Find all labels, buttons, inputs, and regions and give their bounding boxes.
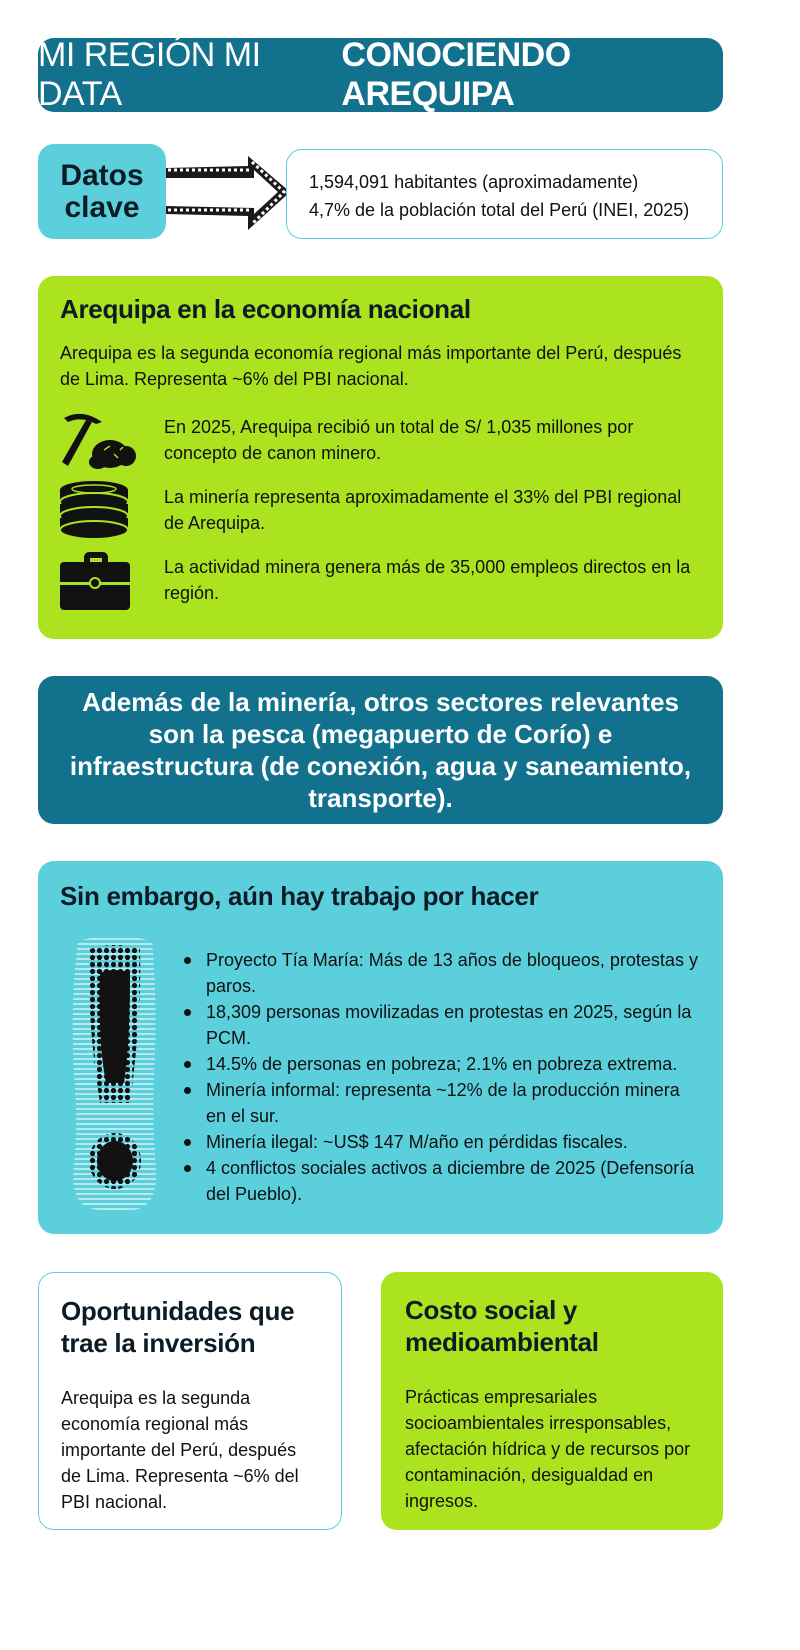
title-light: MI REGIÓN MI DATA <box>38 36 261 113</box>
list-item: 14.5% de personas en pobreza; 2.1% en pobreza extrema. <box>184 1051 704 1077</box>
economy-section <box>38 276 723 639</box>
title-bold: CONOCIENDO AREQUIPA <box>341 36 571 113</box>
key-data-label <box>38 144 166 239</box>
opportunities-text: Arequipa es la segunda economía regional más importante del Perú, después de Lima. Representa ~6% del PBI nacional. <box>61 1388 299 1512</box>
page-title <box>38 38 723 112</box>
list-item: 4 conflictos sociales activos a diciembre de 2025 (Defensoría del Pueblo). <box>184 1155 704 1207</box>
social-cost-text: Prácticas empresariales socioambientales irresponsables, afectación hídrica y de recursos por contaminación, desigualdad en ingresos. <box>405 1387 691 1511</box>
briefcase-icon <box>60 550 164 612</box>
pickaxe-icon <box>60 410 164 472</box>
work-heading: Sin embargo, aún hay trabajo por hacer <box>60 881 539 911</box>
key-data-label-line2: clave <box>64 190 140 224</box>
economy-item <box>60 410 701 480</box>
list-item: Minería informal: representa ~12% de la producción minera en el sur. <box>184 1077 704 1129</box>
list-item: Proyecto Tía María: Más de 13 años de bloqueos, protestas y paros. <box>184 947 704 999</box>
economy-item-text: La actividad minera genera más de 35,000 empleos directos en la región. <box>164 557 691 603</box>
list-item: Minería ilegal: ~US$ 147 M/año en pérdidas fiscales. <box>184 1129 704 1155</box>
key-data-label-line1: Datos <box>60 158 144 192</box>
key-data-line: 1,594,091 habitantes (aproximadamente) <box>309 172 639 192</box>
other-sectors-banner <box>38 676 723 824</box>
list-item: 18,309 personas movilizadas en protestas en 2025, según la PCM. <box>184 999 704 1051</box>
social-cost-heading: Costo social y medioambiental <box>405 1295 599 1357</box>
economy-item <box>60 480 701 550</box>
economy-item <box>60 550 701 620</box>
work-section <box>38 861 723 1234</box>
work-list <box>184 947 704 1207</box>
exclamation-icon <box>68 933 160 1215</box>
key-data-box <box>286 149 723 239</box>
economy-intro: Arequipa es la segunda economía regional más importante del Perú, después de Lima. Representa ~6% del PBI nacional. <box>60 343 682 389</box>
opportunities-card <box>38 1272 342 1530</box>
key-data-line: 4,7% de la población total del Perú (INEI, 2025) <box>309 200 690 220</box>
economy-item-text: La minería representa aproximadamente el 33% del PBI regional de Arequipa. <box>164 487 682 533</box>
economy-heading: Arequipa en la economía nacional <box>60 294 471 324</box>
arrow-icon <box>164 152 294 236</box>
coins-icon <box>60 480 164 542</box>
opportunities-heading: Oportunidades que trae la inversión <box>61 1296 295 1358</box>
other-sectors-text: Además de la minería, otros sectores relevantes son la pesca (megapuerto de Corío) e infraestructura (de conexión, agua y saneamiento, transporte). <box>69 687 692 813</box>
economy-item-text: En 2025, Arequipa recibió un total de S/ 1,035 millones por concepto de canon minero. <box>164 417 634 463</box>
social-cost-card <box>381 1272 723 1530</box>
